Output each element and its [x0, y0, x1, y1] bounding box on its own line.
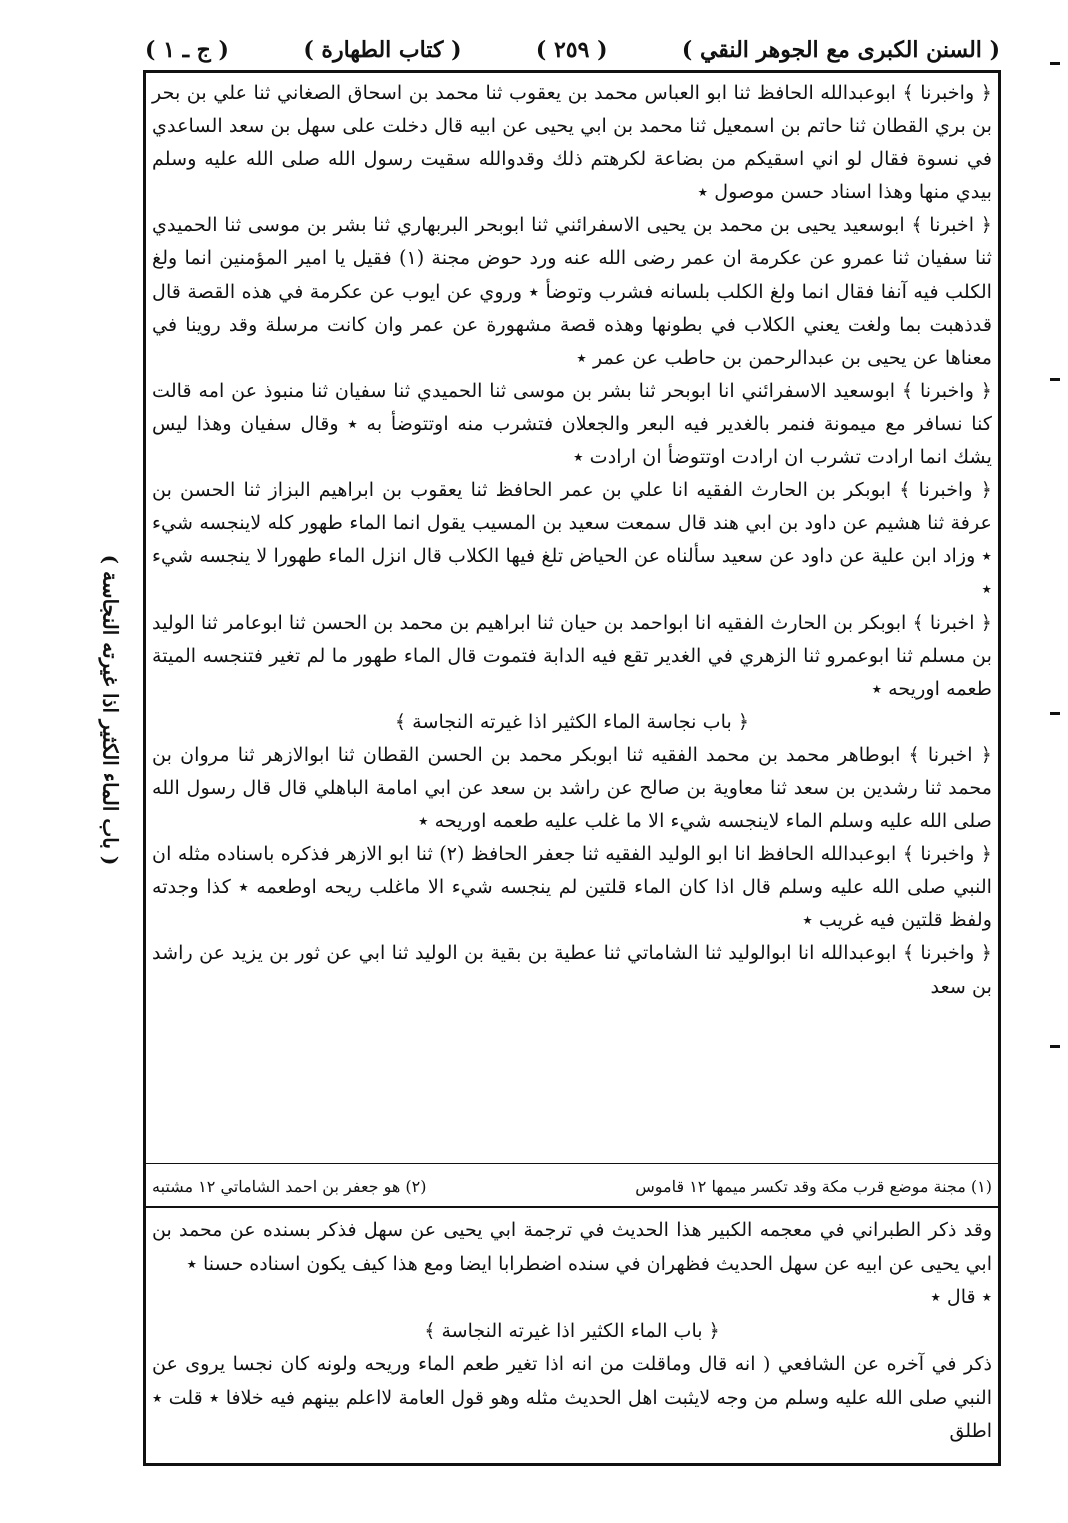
commentary-text	[152, 1214, 992, 1449]
hadith-paragraph: ﴿ واخبرنا ﴾ ابوعبدالله انا ابوالوليد ثنا الشاماتي ثنا عطية بن بقية بن الوليد ثنا ابي عن ثور بن يزيد عن راشد بن سعد	[152, 941, 992, 998]
footnotes	[152, 1168, 992, 1204]
main-text	[152, 76, 992, 1003]
hadith-paragraph: ﴿ واخبرنا ﴾ ابوبكر بن الحارث الفقيه انا علي بن عمر الحافظ ثنا يعقوب بن ابراهيم البزاز ثنا الحسن بن عرفة ثنا هشيم عن داود بن ابي هند قال سمعت سعيد بن المسيب يقول انما الماء طهور كله لاينجسه شيء ٭ وزاد ابن علية عن داود عن سعيد سألناه عن الحياض تلغ فيها الكلاب قال انزل الماء طهورا لا ينجسه شيء ٭	[152, 478, 992, 601]
commentary-paragraph: وقد ذكر الطبراني في معجمه الكبير هذا الحديث في ترجمة ابي يحيى عن سهل فذكر بسنده عن محمد بن ابي يحيى عن ابيه عن سهل الحديث فظهران في سنده اضطرابا ايضا ومع هذا كيف يكون اسناده حسنا ٭	[152, 1219, 992, 1275]
footnote-1: (١) مجنة موضع قرب مكة وقد تكسر ميمها ١٢ قاموس	[635, 1176, 992, 1196]
hadith-paragraph: ﴿ واخبرنا ﴾ ابوعبدالله الحافظ ثنا ابو العباس محمد بن يعقوب ثنا محمد بن اسحاق الصغاني ثنا علي بن بحر بن بري القطان ثنا حاتم بن اسمعيل ثنا محمد بن ابي يحيى عن ابيه قال دخلت على سهل بن سعد الساعدي في نسوة فقال لو اني اسقيكم من بضاعة لكرهتم ذلك وقدوالله سقيت رسول الله صلى الله عليه وسلم بيدي منها وهذا اسناد حسن موصول ٭	[152, 81, 992, 204]
footnote-2: (٢) هو جعفر بن احمد الشاماتي ١٢ مشتبه	[152, 1176, 427, 1196]
book-title: ( السنن الكبرى مع الجوهر النقي )	[681, 37, 1000, 63]
page-number: ( ٢٥٩ )	[535, 37, 608, 63]
margin-side-note	[60, 480, 160, 940]
section-heading: ﴿ باب نجاسة الماء الكثير اذا غيرته النجاسة ﴾	[394, 709, 750, 733]
hadith-paragraph: ﴿ اخبرنا ﴾ ابوطاهر محمد بن محمد الفقيه ثنا ابوبكر محمد بن الحسن القطان ثنا ابوالازهر ثنا مروان بن محمد ثنا رشدين بن سعد ثنا معاوية بن صالح عن راشد بن سعد عن ابي امامة الباهلي قال قال رسول الله صلى الله عليه وسلم الماء لاينجسه شيء الا ما غلب عليه طعمه اوريحه ٭	[152, 742, 992, 833]
commentary-qala: ٭ قال ٭	[930, 1286, 992, 1308]
margin-tick	[1050, 378, 1060, 381]
commentary-paragraph: ذكر في آخره عن الشافعي ( انه قال وماقلت من انه اذا تغير طعم الماء وريحه ولونه كان نجسا يروى عن النبي صلى الله عليه وسلم من وجه لايثبت اهل الحديث مثله وهو قول العامة لااعلم بينهم فيه خلافا ٭ قلت ٭ اطلق	[152, 1353, 992, 1442]
volume-number: ( ج ـ ١ )	[145, 37, 229, 63]
chapter-title: ( كتاب الطهارة )	[303, 37, 462, 63]
margin-tick	[1050, 1045, 1060, 1048]
hadith-paragraph: ﴿ واخبرنا ﴾ ابوعبدالله الحافظ انا ابو الوليد الفقيه ثنا جعفر الحافظ (٢) ثنا ابو الازهر فذكره باسناده مثله ان النبي صلى الله عليه وسلم قال اذا كان الماء قلتين لم ينجسه شيء الا ماغلب ريحه اوطعمه ٭ كذا وجدته ولفظ قلتين فيه غريب ٭	[152, 842, 992, 932]
margin-tick	[1050, 712, 1060, 715]
hadith-paragraph: ﴿ اخبرنا ﴾ ابوبكر بن الحارث الفقيه انا ابواحمد بن حيان ثنا ابراهيم بن محمد بن الحسن ثنا ابوعامر ثنا الوليد بن مسلم ثنا ابوعمرو ثنا الزهري في الغدير تقع فيه الدابة فتموت قال الماء طهور ما لم تغير فتنجسه الميتة طعمه اوريحه ٭	[152, 610, 992, 700]
footnote-divider	[143, 1163, 1001, 1164]
page-header	[145, 30, 1000, 70]
commentary-heading: ﴿ باب الماء الكثير اذا غيرته النجاسة ﴾	[424, 1319, 720, 1342]
hadith-paragraph: ﴿ اخبرنا ﴾ ابوسعيد يحيى بن محمد بن يحيى الاسفرائني ثنا ابوبحر البربهاري ثنا بشر بن موسى ثنا الحميدي ثنا سفيان ثنا عمرو عن عكرمة ان عمر رضى الله عنه ورد حوض مجنة (١) فقيل يا امير المؤمنين انما ولغ الكلب فيه آنفا فقال انما ولغ الكلب بلسانه فشرب وتوضأ ٭ وروي عن ايوب عن عكرمة في هذه القصة قال قدذهبت بما ولغت يعني الكلاب في بطونها وهذه قصة مشهورة عن عمر وان كانت مرسلة وقد روينا في معناها عن يحيى بن عبدالرحمن بن حاطب عن عمر ٭	[152, 213, 992, 369]
hadith-paragraph: ﴿ واخبرنا ﴾ ابوسعيد الاسفرائني انا ابوبحر ثنا بشر بن موسى ثنا الحميدي ثنا سفيان ثنا منبوذ عن امه قالت كنا نسافر مع ميمونة فنمر بالغدير فيه البعر والجعلان فتشرب منه اوتتوضأ به ٭ وقال سفيان وهذا ليس يشك انما ارادت تشرب ان ارادت اوتتوضأ ان ارادت ٭	[152, 378, 992, 469]
side-note-text: ( باب الماء الكثير اذا غيرته النجاسة )	[98, 554, 122, 866]
margin-tick	[1050, 62, 1060, 65]
commentary-divider	[143, 1206, 1001, 1208]
